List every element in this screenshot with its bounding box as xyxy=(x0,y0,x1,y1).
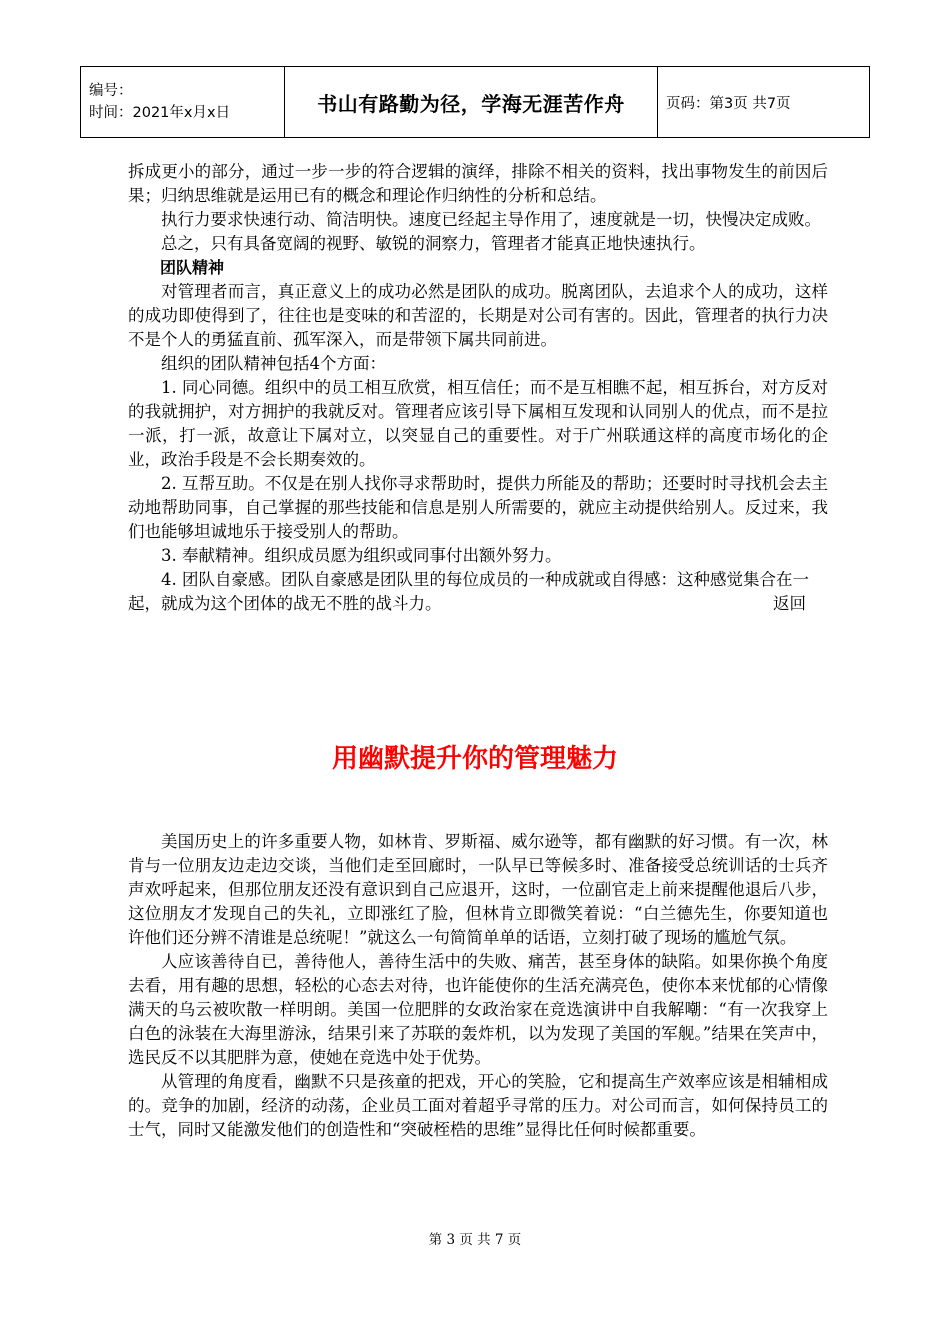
list-item-dedication: 3. 奉献精神。组织成员愿为组织或同事付出额外努力。 xyxy=(161,546,562,565)
list-item-pride xyxy=(128,568,828,616)
header-page-info xyxy=(658,67,869,137)
list-item-unity: 1. 同心同德。组织中的员工相互欣赏，相互信任；而不是互相瞧不起，相互拆台，对方反对的我就拥护，对方拥护的我就反对。管理者应该引导下属相互发现和认同别人的优点，而不是拉一派，打一派，故意让下属对立，以突显自己的重要性。对于广州联通这样的高度市场化的企业，政治手段是不会长期奏效的。 xyxy=(128,378,828,469)
footer-page-number: 第 3 页 共 7 页 xyxy=(428,1232,522,1248)
page-footer xyxy=(0,1228,950,1248)
document-date-label: 时间：2021年x月x日 xyxy=(89,105,231,121)
page-info-text: 页码：第3页 共7页 xyxy=(666,95,791,112)
motto-text: 书山有路勤为径，学海无涯苦作舟 xyxy=(317,91,625,116)
article-title: 用幽默提升你的管理魅力 xyxy=(331,744,618,774)
section-execution-team xyxy=(128,160,828,616)
section-heading-team-spirit: 团队精神 xyxy=(160,258,225,277)
header-motto xyxy=(285,67,658,137)
paragraph-summary: 总之，只有具备宽阔的视野、敏锐的洞察力，管理者才能真正地快速执行。 xyxy=(161,234,706,253)
document-number-label: 编号： xyxy=(89,83,133,99)
article-paragraph-lincoln: 美国历史上的许多重要人物，如林肯、罗斯福、威尔逊等，都有幽默的好习惯。有一次，林肯与一位朋友边走边交谈，当他们走至回廊时，一队早已等候多时、准备接受总统训话的士兵齐声欢呼起来，但那位朋友还没有意识到自己应退开，这时，一位副官走上前来提醒他退后八步，这位朋友才发现自己的失礼，立即涨红了脸，但林肯立即微笑着说：“白兰德先生，你要知道也许他们还分辨不清谁是总统呢！”就这么一句简简单单的话语，立刻打破了现场的尴尬气氛。 xyxy=(128,832,828,947)
back-link[interactable]: 返回 xyxy=(773,594,806,613)
article-paragraph-self-care: 人应该善待自已，善待他人，善待生活中的失败、痛苦，甚至身体的缺陷。如果你换个角度去看，用有趣的思想，轻松的心态去对待，也许能使你的生活充满亮色，使你本来忧郁的心情像满天的乌云被吹散一样明朗。美国一位肥胖的女政治家在竞选演讲中自我解嘲：“有一次我穿上白色的泳装在大海里游泳，结果引来了苏联的轰炸机，以为发现了美国的军舰。”结果在笑声中，选民反不以其肥胖为意，使她在竞选中处于优势。 xyxy=(128,952,828,1067)
paragraph-team-aspects: 组织的团队精神包括4个方面： xyxy=(161,354,386,373)
list-item-mutual-help: 2. 互帮互助。不仅是在别人找你寻求帮助时，提供力所能及的帮助；还要时时寻找机会去主动地帮助同事，自己掌握的那些技能和信息是别人所需要的，就应主动提供给别人。反过来，我们也能够坦诚地乐于接受别人的帮助。 xyxy=(128,474,828,541)
article-body xyxy=(128,830,828,1142)
paragraph-speed: 执行力要求快速行动、简洁明快。速度已经起主导作用了，速度就是一切，快慢决定成败。 xyxy=(161,210,821,229)
page-header xyxy=(80,66,870,138)
list-item-pride-text: 4. 团队自豪感。团队自豪感是团队里的每位成员的一种成就或自得感：这种感觉集合在一起，就成为这个团体的战无不胜的战斗力。 xyxy=(128,570,809,613)
paragraph-team-success: 对管理者而言，真正意义上的成功必然是团队的成功。脱离团队，去追求个人的成功，这样的成功即使得到了，往往也是变味的和苦涩的，长期是对公司有害的。因此，管理者的执行力决不是个人的勇猛直前、孤军深入，而是带领下属共同前进。 xyxy=(128,282,828,349)
header-meta xyxy=(81,67,285,137)
article-paragraph-management: 从管理的角度看，幽默不只是孩童的把戏，开心的笑脸，它和提高生产效率应该是相辅相成的。竞争的加剧，经济的动荡，企业员工面对着超乎寻常的压力。对公司而言，如何保持员工的士气，同时又能激发他们的创造性和“突破桎梏的思维”显得比任何时候都重要。 xyxy=(128,1072,828,1139)
paragraph-continued: 拆成更小的部分，通过一步一步的符合逻辑的演绎，排除不相关的资料，找出事物发生的前因后果；归纳思维就是运用已有的概念和理论作归纳性的分析和总结。 xyxy=(128,162,828,205)
